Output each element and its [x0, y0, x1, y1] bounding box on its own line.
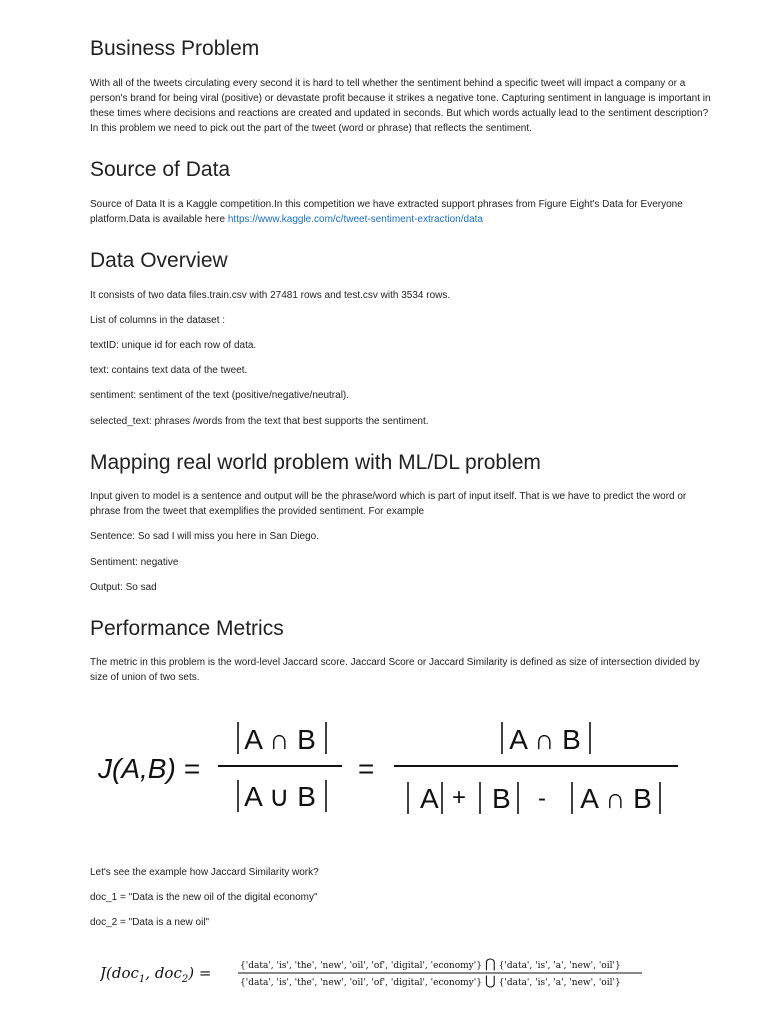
business-problem-paragraph: With all of the tweets circulating every second it is hard to tell whether the sentiment behind a specific tweet will impact a company or a person's brand for being viral (positive) or devastate profit because it strikes a negative tone. Capturing sentiment in language is important in these times where decisions and reactions are created and updated in seconds. But which words actually lead to the sentiment description? In this problem we need to pick out the part of the tweet (word or phrase) that reflects the sentiment.: [90, 78, 711, 134]
formula-num1: A ∩ B: [244, 724, 316, 755]
formula-den2-c: A ∩ B: [580, 783, 652, 814]
source-text: Source of Data It is a Kaggle competition.In this competition we have extracted support phrases from Figure Eight's Data for Everyone platform.Data is available here: [90, 199, 683, 225]
heading-mapping-problem: Mapping real world problem with ML/DL problem: [90, 451, 541, 474]
mapping-sentiment: Sentiment: negative: [90, 557, 179, 568]
mapping-paragraph: Input given to model is a sentence and output will be the phrase/word which is part of input itself. That is we have to predict the word or phrase from the tweet that exemplifies the provided sentiment. For example: [90, 491, 687, 517]
overview-line-text: text: contains text data of the tweet.: [90, 365, 248, 376]
formula-den2-b: B: [492, 783, 511, 814]
heading-business-problem: Business Problem: [90, 37, 260, 60]
overview-line-textid: textID: unique id for each row of data.: [90, 340, 257, 351]
formula-den2-plus: +: [452, 784, 467, 811]
overview-line-selected-text: selected_text: phrases /words from the text that best supports the sentiment.: [90, 416, 429, 427]
source-of-data-paragraph: [90, 197, 715, 227]
formula-equals: =: [358, 753, 375, 784]
jaccard-formula: [90, 700, 710, 830]
overview-line-columns: List of columns in the dataset :: [90, 315, 226, 326]
formula-den1: A ∪ B: [244, 781, 316, 812]
metrics-paragraph: The metric in this problem is the word-level Jaccard score. Jaccard Score or Jaccard Similarity is defined as size of intersection divided by size of union of two sets.: [90, 657, 700, 683]
jaccard-example-formula: [100, 955, 660, 991]
formula2-num: {'data', 'is', 'the', 'new', 'oil', 'of', 'digital', 'economy'} ⋂ {'data', 'is', 'a', 'new', 'oil'}: [240, 957, 621, 972]
heading-source-of-data: Source of Data: [90, 158, 231, 181]
formula-num2: A ∩ B: [509, 724, 581, 755]
example-doc2: doc_2 = "Data is a new oil": [90, 917, 210, 928]
formula-den2-minus: -: [538, 785, 546, 812]
mapping-sentence: Sentence: So sad I will miss you here in San Diego.: [90, 531, 320, 542]
formula2-den: {'data', 'is', 'the', 'new', 'oil', 'of', 'digital', 'economy'} ⋃ {'data', 'is', 'a', 'new', 'oil'}: [240, 974, 621, 989]
mapping-output: Output: So sad: [90, 582, 157, 593]
formula-den2-a: A: [420, 783, 439, 814]
formula-lhs: J(A,B) =: [98, 753, 200, 784]
heading-performance-metrics: Performance Metrics: [90, 617, 284, 640]
heading-data-overview: Data Overview: [90, 249, 228, 272]
overview-line-sentiment: sentiment: sentiment of the text (positive/negative/neutral).: [90, 390, 350, 401]
formula2-lhs: J(doc$_1$, doc$_2$) =: [100, 964, 212, 985]
example-doc1: doc_1 = "Data is the new oil of the digital economy": [90, 892, 318, 903]
example-intro: Let's see the example how Jaccard Similarity work?: [90, 867, 319, 878]
overview-line-files: It consists of two data files.train.csv with 27481 rows and test.csv with 3534 rows.: [90, 290, 451, 301]
kaggle-data-link[interactable]: https://www.kaggle.com/c/tweet-sentiment-extraction/data: [227, 214, 483, 225]
